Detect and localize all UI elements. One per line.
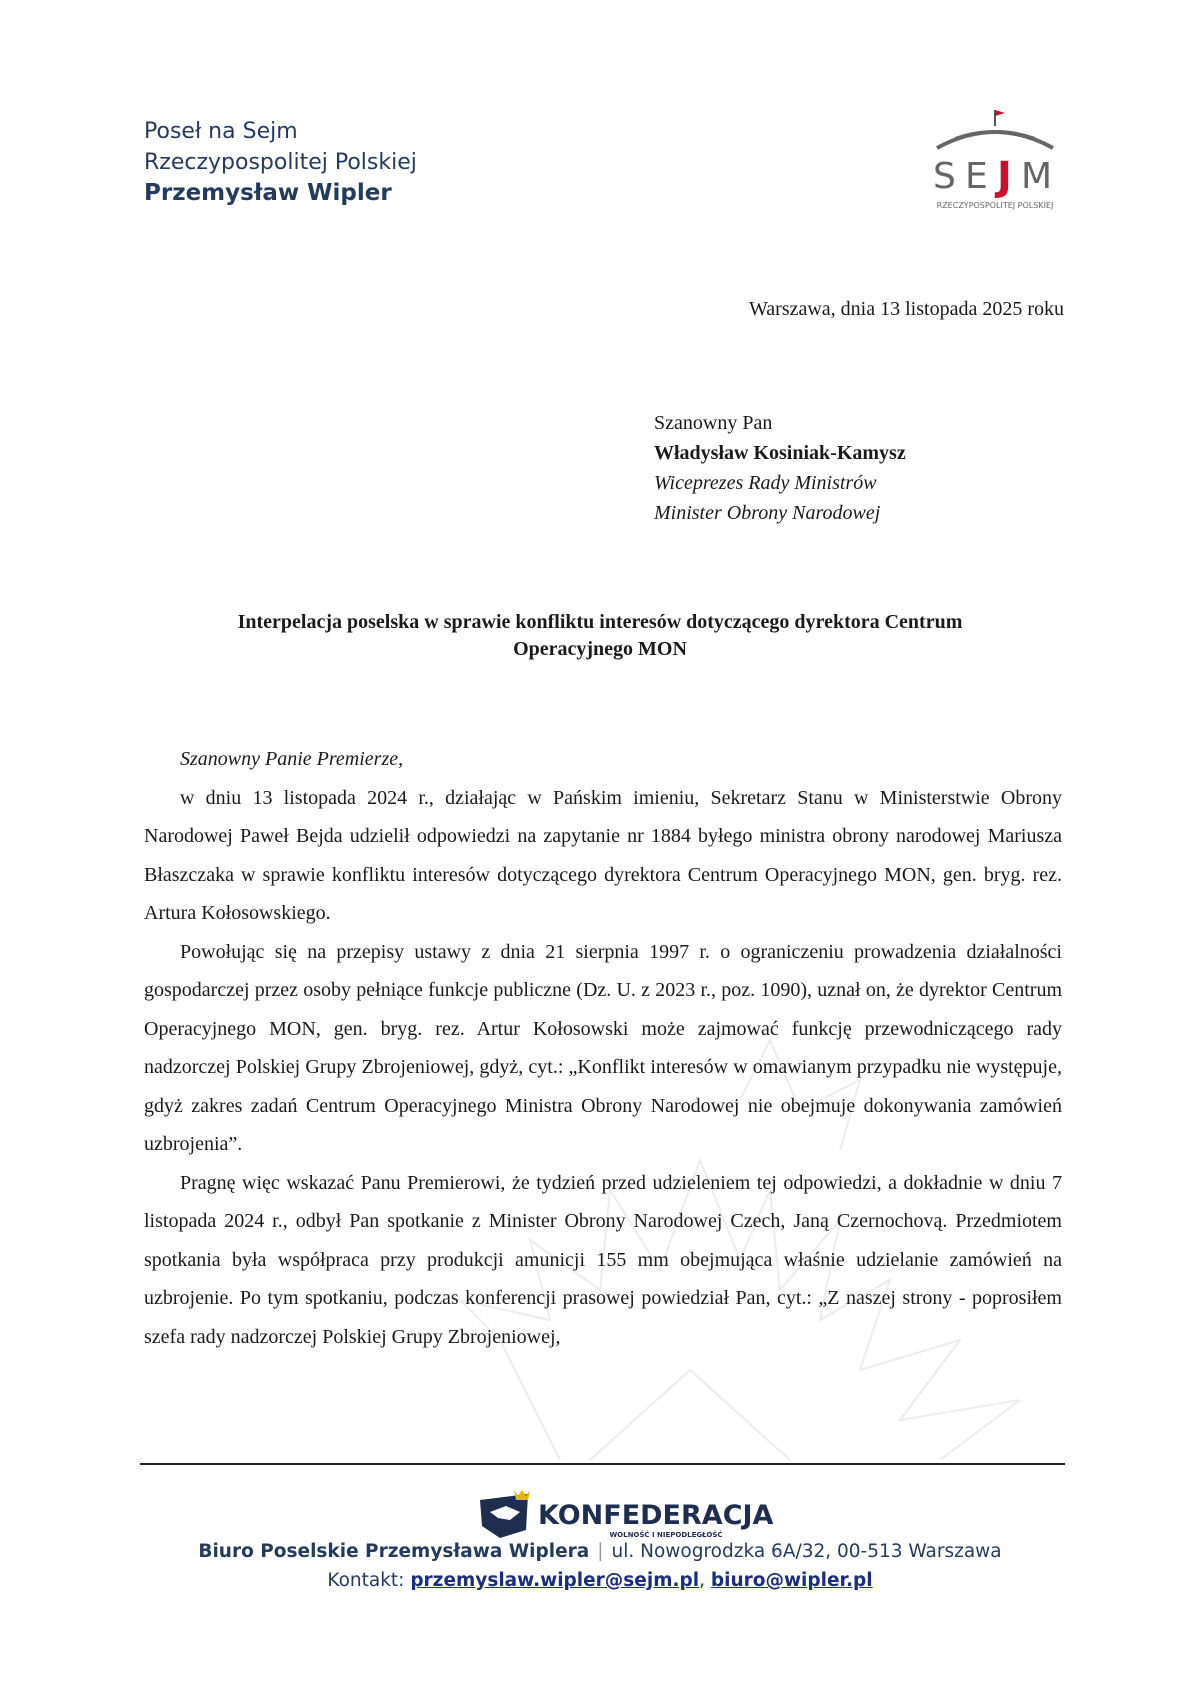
recipient-title-2: Minister Obrony Narodowej xyxy=(654,502,881,524)
sejm-letter-j: J xyxy=(997,154,1012,200)
footer-office-line xyxy=(0,1541,1200,1562)
sejm-logo xyxy=(925,104,1065,216)
sejm-logo-subtitle: RZECZYPOSPOLITEJ POLSKIEJ xyxy=(936,201,1054,210)
footer-contact-line xyxy=(0,1570,1200,1591)
footer-separator: | xyxy=(597,1541,604,1562)
body-paragraph-1: w dniu 13 listopada 2024 r., działając w Pańskim imieniu, Sekretarz Stanu w Ministerstwie Obrony Narodowej Paweł Bejda udzielił odpowiedzi na zapytanie nr 1884 byłego ministra obrony narodowej Mariusza Błaszczaka w sprawie konfliktu interesów dotyczącego dyrektora Centrum Operacyjnego MON, gen. bryg. rez. Artura Kołosowskiego. xyxy=(144,786,1062,924)
sender-name: Przemysław Wipler xyxy=(144,180,392,206)
footer-contact-label: Kontakt: xyxy=(327,1570,405,1591)
sejm-dome-icon xyxy=(937,110,1053,148)
body-salutation: Szanowny Panie Premierze, xyxy=(180,748,404,770)
sejm-letter-s: S xyxy=(933,156,956,197)
body-paragraph-2: Powołując się na przepisy ustawy z dnia 21 sierpnia 1997 r. o ograniczeniu prowadzenia działalności gospodarczej przez osoby pełniące funkcje publiczne (Dz. U. z 2023 r., poz. 1090), uznał on, że dyrektor Centrum Operacyjnego MON, gen. bryg. rez. Artur Kołosowski może zajmować funkcję przewodniczącego rady nadzorczej Polskiej Grupy Zbrojeniowej, gdyż, cyt.: „Konflikt interesów w omawianym przypadku nie występuje, gdyż zakres zadań Centrum Operacyjnego Ministra Obrony Narodowej nie obejmuje dokonywania zamówień uzbrojenia”. xyxy=(144,940,1062,1155)
recipient-greeting: Szanowny Pan xyxy=(654,412,773,434)
letter-date: Warszawa, dnia 13 listopada 2025 roku xyxy=(749,298,1064,320)
body-paragraph-3: Pragnę więc wskazać Panu Premierowi, że tydzień przed udzieleniem tej odpowiedzi, a dokładnie w dniu 7 listopada 2024 r., odbył Pan spotkanie z Minister Obrony Narodowej Czech, Janą Czernochovą. Przedmiotem spotkania była współpraca przy produkcji amunicji 155 mm obejmująca właśnie udzielanie zamówień na uzbrojenie. Po tym spotkaniu, podczas konferencji prasowej powiedział Pan, cyt.: „Z naszej strony - poprosiłem szefa rady nadzorczej Polskiej Grupy Zbrojeniowej, xyxy=(144,1171,1062,1348)
sejm-letter-m: M xyxy=(1021,156,1053,197)
sejm-letter-e: E xyxy=(965,156,988,197)
sender-line-2: Rzeczypospolitej Polskiej xyxy=(144,150,417,175)
footer-address: ul. Nowogrodzka 6A/32, 00-513 Warszawa xyxy=(611,1541,1002,1562)
sender-line-1: Poseł na Sejm xyxy=(144,119,298,144)
subject-line-2: Operacyjnego MON xyxy=(513,638,687,660)
konfederacja-logo-subtext: WOLNOŚĆ I NIEPODLEGŁOŚĆ xyxy=(609,1531,723,1539)
subject-heading xyxy=(190,609,1010,663)
letter-body xyxy=(144,740,1062,1356)
footer-divider xyxy=(140,1463,1065,1465)
konfederacja-logo xyxy=(476,1490,774,1542)
footer-office-name: Biuro Poselskie Przemysława Wiplera xyxy=(198,1541,590,1562)
recipient-name: Władysław Kosiniak-Kamysz xyxy=(654,442,906,464)
konfederacja-eagle-icon xyxy=(480,1490,530,1538)
recipient-block xyxy=(654,408,906,528)
email-link-biuro[interactable]: biuro@wipler.pl xyxy=(710,1570,873,1591)
subject-line-1: Interpelacja poselska w sprawie konfliktu interesów dotyczącego dyrektora Centrum xyxy=(237,611,963,633)
sender-block xyxy=(144,116,417,209)
email-link-sejm[interactable]: przemyslaw.wipler@sejm.pl xyxy=(410,1570,700,1591)
konfederacja-logo-text: KONFEDERACJA xyxy=(538,1500,774,1531)
recipient-title-1: Wiceprezes Rady Ministrów xyxy=(654,472,877,494)
footer-comma: , xyxy=(699,1570,705,1591)
